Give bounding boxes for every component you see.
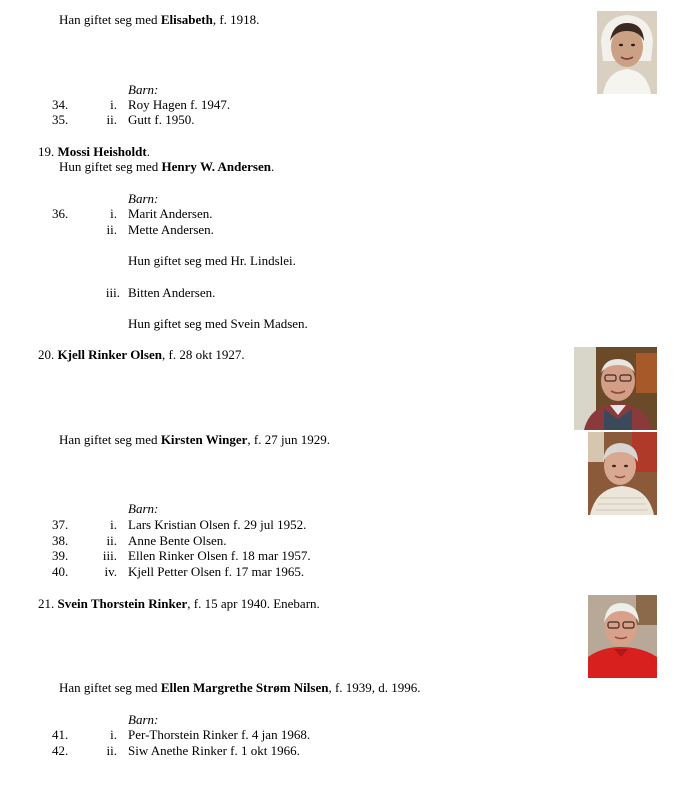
person-number: 19. bbox=[38, 144, 55, 159]
marriage-prefix: Han giftet seg med bbox=[59, 432, 161, 447]
child-entry: Siw Anethe Rinker f. 1 okt 1966. bbox=[128, 743, 300, 758]
marriage-line-21 bbox=[59, 680, 421, 695]
child-roman: i. bbox=[110, 97, 117, 112]
child-entry: Ellen Rinker Olsen f. 18 mar 1957. bbox=[128, 548, 311, 563]
child-number: 42. bbox=[52, 743, 69, 758]
person-name: Mossi Heisholdt bbox=[57, 144, 147, 159]
person-number: 21. bbox=[38, 596, 55, 611]
marriage-prefix: Han giftet seg med bbox=[59, 12, 161, 27]
portrait-photo-kjell bbox=[574, 347, 657, 430]
portrait-photo-elisabeth bbox=[597, 11, 657, 94]
child-entry: Bitten Andersen. bbox=[128, 285, 216, 300]
child-entry: Per-Thorstein Rinker f. 4 jan 1968. bbox=[128, 727, 311, 742]
barn-label: Barn: bbox=[128, 501, 159, 516]
child-entry: Roy Hagen f. 1947. bbox=[128, 97, 231, 112]
child-roman: ii. bbox=[106, 112, 117, 127]
child-number: 34. bbox=[52, 97, 69, 112]
child-roman: iii. bbox=[102, 548, 117, 563]
child-roman: i. bbox=[110, 727, 117, 742]
child-roman: i. bbox=[110, 517, 117, 532]
child-roman: iv. bbox=[104, 564, 117, 579]
barn-label: Barn: bbox=[128, 191, 159, 206]
person-name-suffix: , f. 15 apr 1940. Enebarn. bbox=[187, 596, 320, 611]
child-roman: iii. bbox=[105, 285, 120, 300]
person-heading-19 bbox=[38, 144, 150, 159]
spouse-name: Henry W. Andersen bbox=[161, 159, 271, 174]
marriage-line-19 bbox=[59, 159, 274, 174]
spouse-name: Elisabeth bbox=[160, 12, 213, 27]
person-heading-20 bbox=[38, 347, 245, 362]
child-entry: Kjell Petter Olsen f. 17 mar 1965. bbox=[128, 564, 305, 579]
person-name: Kjell Rinker Olsen bbox=[57, 347, 162, 362]
child-marriage-note: Hun giftet seg med Svein Madsen. bbox=[128, 316, 308, 331]
child-entry: Marit Andersen. bbox=[128, 206, 213, 221]
child-number: 38. bbox=[52, 533, 69, 548]
marriage-suffix: , f. 1939, d. 1996. bbox=[328, 680, 421, 695]
portrait-photo-kirsten bbox=[588, 432, 657, 515]
child-number: 35. bbox=[52, 112, 69, 127]
person-name: Svein Thorstein Rinker bbox=[57, 596, 188, 611]
marriage-prefix: Hun giftet seg med bbox=[59, 159, 162, 174]
person-name-suffix: , f. 28 okt 1927. bbox=[161, 347, 245, 362]
child-roman: i. bbox=[110, 206, 117, 221]
marriage-suffix: , f. 27 jun 1929. bbox=[247, 432, 331, 447]
child-roman: ii. bbox=[106, 743, 117, 758]
marriage-suffix: . bbox=[270, 159, 275, 174]
barn-label: Barn: bbox=[128, 712, 159, 727]
marriage-line-20 bbox=[59, 432, 330, 447]
marriage-prefix: Han giftet seg med bbox=[59, 680, 161, 695]
person-name-suffix: . bbox=[146, 144, 150, 159]
child-entry: Mette Andersen. bbox=[128, 222, 214, 237]
marriage-suffix: , f. 1918. bbox=[212, 12, 260, 27]
spouse-name: Kirsten Winger bbox=[160, 432, 248, 447]
child-number: 36. bbox=[52, 206, 69, 221]
barn-label: Barn: bbox=[128, 82, 159, 97]
portrait-photo-svein bbox=[588, 595, 657, 678]
spouse-name: Ellen Margrethe Strøm Nilsen bbox=[160, 680, 329, 695]
child-roman: ii. bbox=[106, 222, 117, 237]
person-heading-21 bbox=[38, 596, 320, 611]
child-number: 37. bbox=[52, 517, 69, 532]
child-number: 41. bbox=[52, 727, 69, 742]
child-marriage-note: Hun giftet seg med Hr. Lindslei. bbox=[128, 253, 296, 268]
child-number: 39. bbox=[52, 548, 69, 563]
child-entry: Gutt f. 1950. bbox=[128, 112, 195, 127]
marriage-line-elisabeth bbox=[59, 12, 259, 27]
child-number: 40. bbox=[52, 564, 69, 579]
child-entry: Lars Kristian Olsen f. 29 jul 1952. bbox=[128, 517, 307, 532]
child-roman: ii. bbox=[106, 533, 117, 548]
person-number: 20. bbox=[38, 347, 55, 362]
child-entry: Anne Bente Olsen. bbox=[128, 533, 227, 548]
